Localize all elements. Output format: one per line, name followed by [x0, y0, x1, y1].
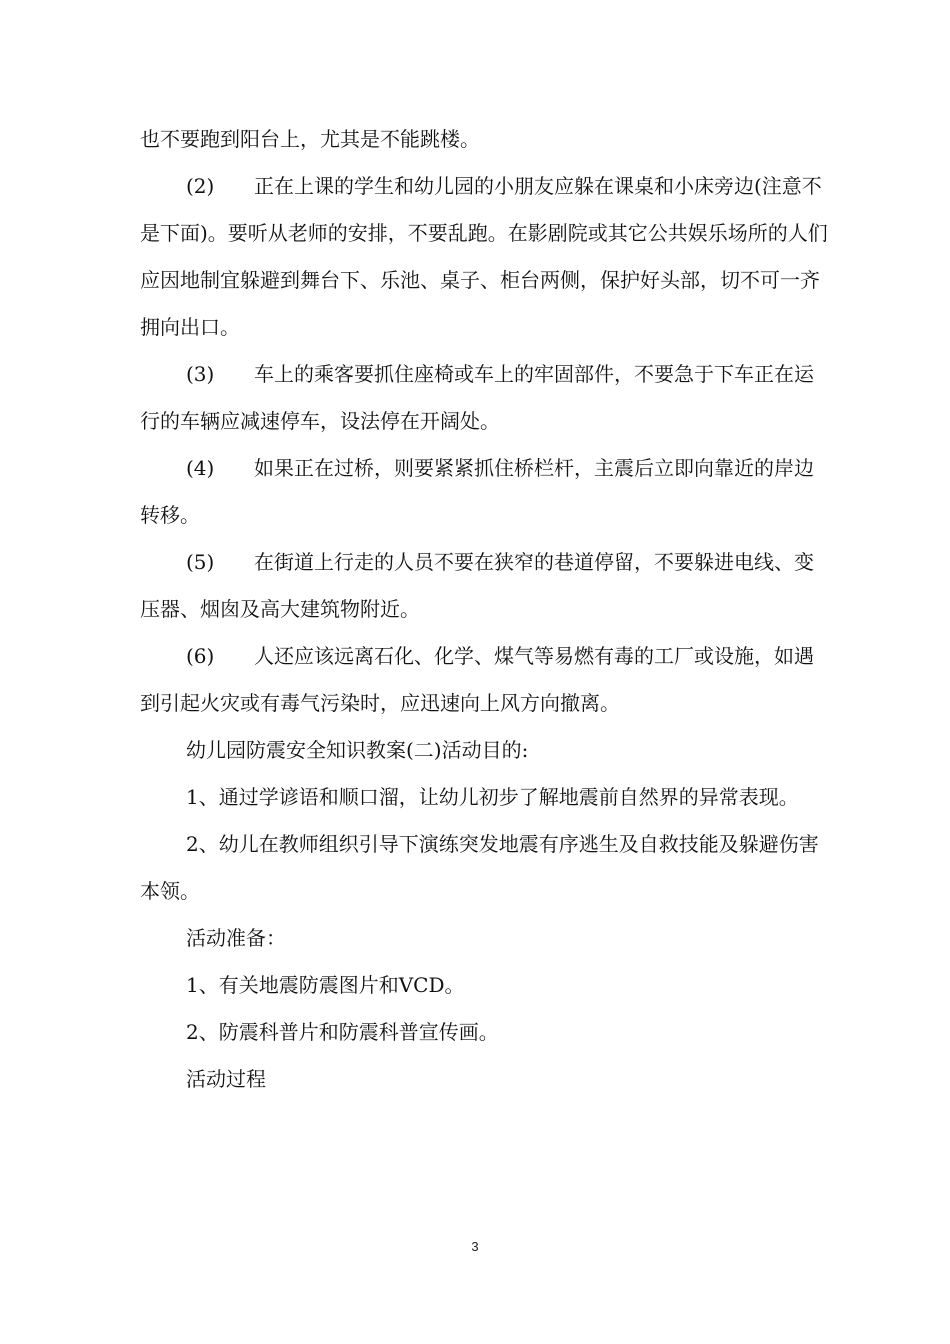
paragraph-item-5	[140, 539, 830, 633]
paragraph-text: 正在上课的学生和幼儿园的小朋友应躲在课桌和小床旁边(注意不是下面)。要听从老师的安排，不要乱跑。在影剧院或其它公共娱乐场所的人们应因地制宜躲避到舞台下、乐池、桌子、柜台两侧，保护好头部，切不可一齐拥向出口。	[140, 174, 828, 339]
preparation-heading	[140, 915, 830, 962]
item-number: (5)	[186, 550, 215, 574]
page-number: 3	[471, 1239, 479, 1254]
paragraph-1	[140, 116, 830, 163]
paragraph-item-4	[140, 445, 830, 539]
paragraph-text: 车上的乘客要抓住座椅或车上的牢固部件，不要急于下车正在运行的车辆应减速停车，设法停在开阔处。	[140, 362, 814, 433]
section-heading	[140, 727, 830, 774]
preparation-item-1	[140, 962, 830, 1009]
paragraph-text: 人还应该远离石化、化学、煤气等易燃有毒的工厂或设施，如遇到引起火灾或有毒气污染时，应迅速向上风方向撤离。	[140, 644, 814, 715]
paragraph-item-6	[140, 633, 830, 727]
paragraph-text: 幼儿园防震安全知识教案(二)活动目的:	[186, 738, 529, 762]
preparation-item-2	[140, 1009, 830, 1056]
paragraph-text: 如果正在过桥，则要紧紧抓住桥栏杆，主震后立即向靠近的岸边转移。	[140, 456, 814, 527]
item-number: (3)	[186, 362, 215, 386]
paragraph-item-3	[140, 351, 830, 445]
process-heading	[140, 1056, 830, 1103]
paragraph-text: 1、通过学谚语和顺口溜，让幼儿初步了解地震前自然界的异常表现。	[186, 785, 799, 809]
paragraph-text: 也不要跑到阳台上，尤其是不能跳楼。	[140, 127, 480, 151]
paragraph-text: 2、幼儿在教师组织引导下演练突发地震有序逃生及自救技能及躲避伤害本领。	[140, 832, 819, 903]
paragraph-text: 活动准备：	[186, 926, 286, 950]
goal-item-2	[140, 821, 830, 915]
goal-item-1	[140, 774, 830, 821]
item-number: (4)	[186, 456, 215, 480]
item-number: (2)	[186, 174, 215, 198]
paragraph-item-2	[140, 163, 830, 351]
document-body	[140, 116, 830, 1103]
paragraph-text: 在街道上行走的人员不要在狭窄的巷道停留，不要躲进电线、变压器、烟囱及高大建筑物附近。	[140, 550, 814, 621]
item-number: (6)	[186, 644, 215, 668]
paragraph-text: 1、有关地震防震图片和VCD。	[186, 973, 465, 997]
paragraph-text: 活动过程	[186, 1067, 266, 1091]
paragraph-text: 2、防震科普片和防震科普宣传画。	[186, 1020, 499, 1044]
